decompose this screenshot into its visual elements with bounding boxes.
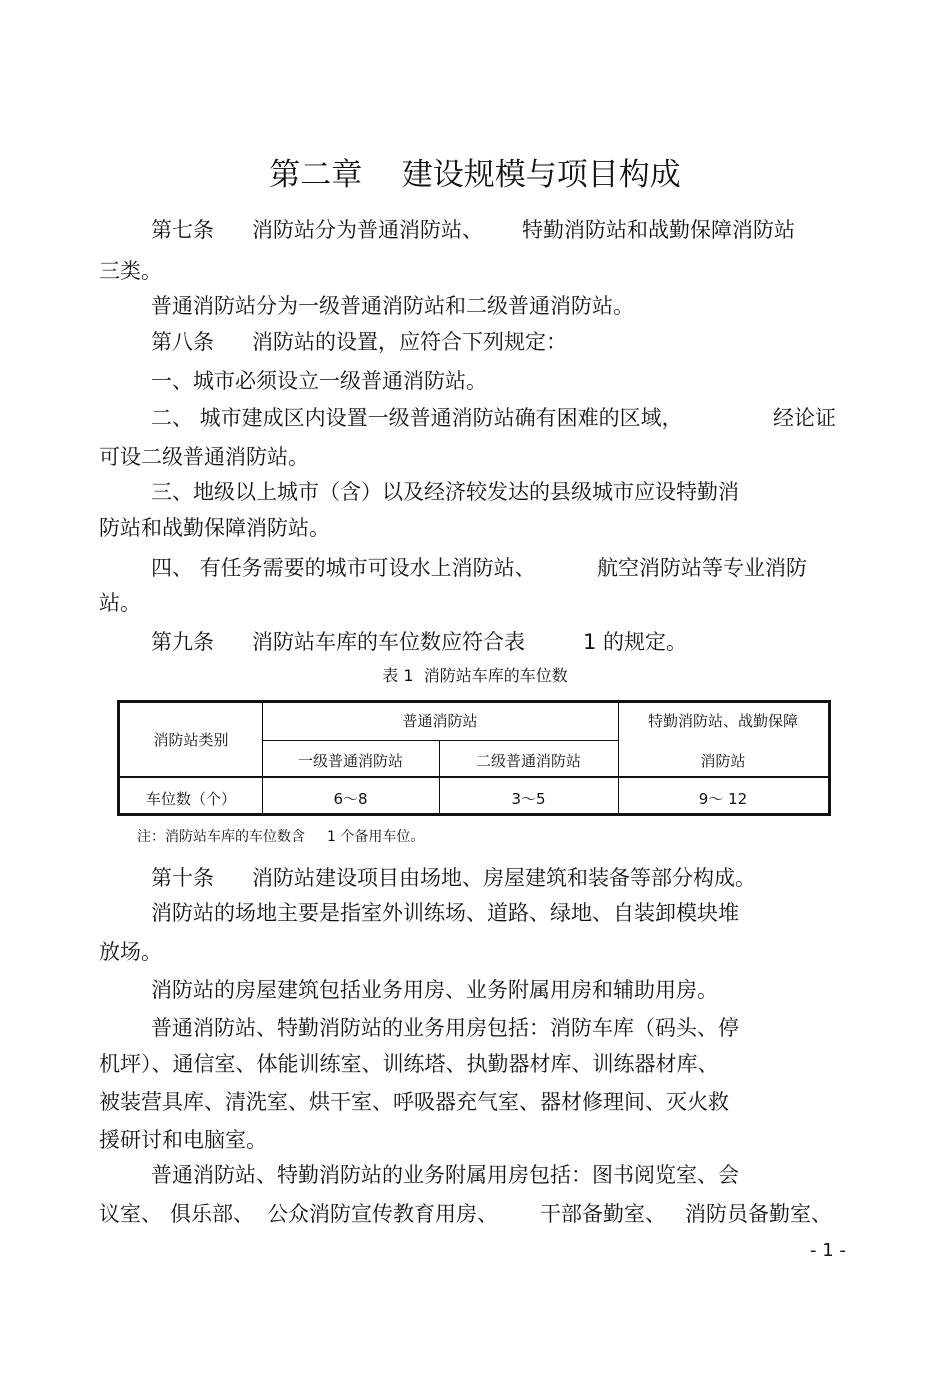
text-segment: 1 的规定。 <box>583 630 688 654</box>
page-number: - 1 - <box>810 1240 846 1261</box>
text-segment: 议室、 <box>99 1202 162 1226</box>
paragraph-line: 普通消防站、特勤消防站的业务附属用房包括：图书阅览室、会 <box>151 1163 739 1187</box>
chapter-title: 建设规模与项目构成 <box>401 157 681 193</box>
text-segment: 消防站分为普通消防站、 <box>252 218 483 242</box>
article-10-line <box>151 863 756 893</box>
chapter-heading <box>0 152 950 198</box>
paragraph-line: 放场。 <box>99 940 162 964</box>
text-segment: 特勤消防站和战勤保障消防站 <box>522 218 795 242</box>
chapter-number: 第二章 <box>269 157 363 193</box>
column-header-level-2: 二级普通消防站 <box>475 752 581 770</box>
article-7-line-2: 三类。 <box>99 259 162 283</box>
group-header-normal: 普通消防站 <box>402 712 478 730</box>
paragraph: 普通消防站分为一级普通消防站和二级普通消防站。 <box>151 294 634 318</box>
article-label: 第九条 <box>151 630 214 654</box>
article-7-line-1 <box>151 215 795 245</box>
text-segment: 四、 有任务需要的城市可设水上消防站、 <box>151 556 536 580</box>
list-item-2-line-2: 可设二级普通消防站。 <box>99 445 309 469</box>
text-segment: 航空消防站等专业消防 <box>597 556 807 580</box>
text-segment: 俱乐部、 <box>170 1202 254 1226</box>
text-segment: 公众消防宣传教育用房、 <box>267 1202 498 1226</box>
paragraph-line: 普通消防站、特勤消防站的业务用房包括：消防车库（码头、停 <box>151 1016 739 1040</box>
article-9-line <box>151 627 688 657</box>
list-item-4-line-2: 站。 <box>99 591 141 615</box>
paragraph-line: 被装营具库、清洗室、烘干室、呼吸器充气室、器材修理间、灭火救 <box>99 1090 729 1114</box>
list-item-3-line-2: 防站和战勤保障消防站。 <box>99 516 330 540</box>
value-cell-level-2: 3～5 <box>511 790 546 808</box>
text-segment: 消防站车库的车位数应符合表 <box>252 630 525 654</box>
note-text: 注：消防站车库的车位数含 <box>137 829 305 845</box>
row-label-cell: 车位数（个） <box>145 790 236 808</box>
text-segment: 二、 城市建成区内设置一级普通消防站确有困难的区域， <box>151 406 683 430</box>
table-caption: 表 1 消防站车库的车位数 <box>382 666 568 685</box>
table-grid-line <box>120 776 828 778</box>
article-label: 第八条 <box>151 330 214 354</box>
value-cell-special: 9～ 12 <box>698 790 748 808</box>
value-cell-level-1: 6～8 <box>333 790 368 808</box>
paragraph-line: 消防站的场地主要是指室外训练场、道路、绿地、自装卸模块堆 <box>151 901 739 925</box>
text-segment: 干部备勤室、 <box>540 1202 666 1226</box>
paragraph-line: 援研讨和电脑室。 <box>99 1128 267 1152</box>
row-header-cell: 消防站类别 <box>153 731 229 749</box>
text-segment: 消防站建设项目由场地、房屋建筑和装备等部分构成。 <box>252 866 756 890</box>
text-segment: 消防站的设置，应符合下列规定： <box>252 330 567 354</box>
list-item-3-line-1: 三、地级以上城市（含）以及经济较发达的县级城市应设特勤消 <box>151 480 739 504</box>
list-item-2-line-1 <box>151 403 836 433</box>
group-header-special-line-1: 特勤消防站、战勤保障 <box>647 712 798 730</box>
group-header-special-line-2: 消防站 <box>700 752 746 770</box>
table-grid-line <box>262 740 618 741</box>
article-label: 第十条 <box>151 866 214 890</box>
table-note <box>137 826 424 848</box>
paragraph-line <box>99 1199 832 1229</box>
article-8-line <box>151 327 567 357</box>
paragraph-line: 消防站的房屋建筑包括业务用房、业务附属用房和辅助用房。 <box>151 978 718 1002</box>
text-segment: 经论证 <box>773 406 836 430</box>
column-header-level-1: 一级普通消防站 <box>297 752 403 770</box>
list-item-4-line-1 <box>151 553 807 583</box>
parking-table <box>117 700 831 816</box>
list-item-1: 一、城市必须设立一级普通消防站。 <box>151 369 487 393</box>
article-label: 第七条 <box>151 218 214 242</box>
text-segment: 消防员备勤室、 <box>685 1202 832 1226</box>
paragraph-line: 机坪）、通信室、体能训练室、训练塔、执勤器材库、训练器材库、 <box>99 1052 719 1076</box>
note-text: 1 个备用车位。 <box>327 829 425 845</box>
